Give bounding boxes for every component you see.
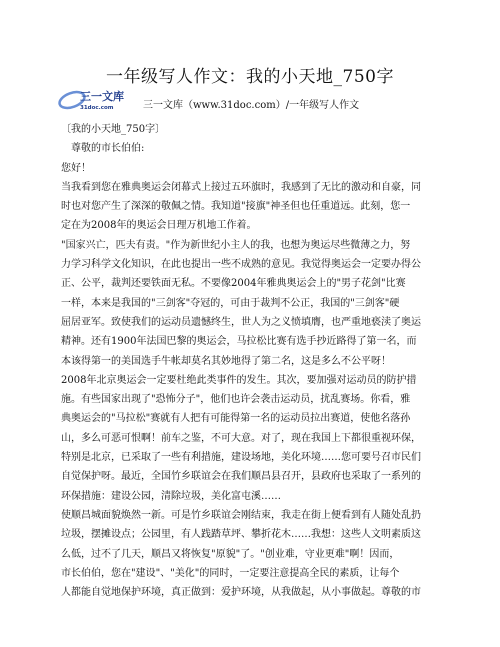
- text-line: 典奥运会的"马拉松"赛就有人把有可能得第一名的运动员拉出赛道，使他名落孙: [61, 413, 411, 425]
- text-line: 力学习科学文化知识，在此也提出一些不成熟的意见。我觉得奥运会一定要办得公: [61, 259, 421, 271]
- text-line: 垃圾，摆摊设点；公园里，有人践踏草坪、攀折花木……我想：这些人文明素质这: [61, 529, 421, 541]
- logo-brand-text: 三一文库: [80, 90, 124, 103]
- text-line: 市长伯伯，您在"建设"、"美化"的同时，一定要注意提高全民的素质，让每个: [61, 567, 400, 579]
- text-line: 您好！: [61, 162, 91, 174]
- text-line: 人都能自觉地保护环境，真正做到：爱护环境，从我做起，从小事做起。尊敬的市: [61, 587, 421, 599]
- text-line: 〔我的小天地_750字〕: [61, 124, 166, 135]
- text-line: "国家兴亡，匹夫有责。"作为新世纪小主人的我，也想为奥运尽些微薄之力，努: [61, 239, 411, 251]
- text-line: 施。有些国家出现了"恐怖分子"，他们也许会袭击运动员，扰乱赛场。你看，雅: [61, 394, 411, 406]
- text-line: 定在为2008年的奥运会日理万机地工作着。: [61, 220, 257, 232]
- text-line: 屈居亚军。致使我们的运动员遗憾终生，世人为之义愤填膺，也严重地亵渎了奥运: [61, 316, 421, 328]
- text-line: 特别是北京，已采取了一些有利措施，建设场地，美化环境……您可要号召市民们: [61, 452, 421, 464]
- text-line: 尊敬的市长伯伯:: [71, 143, 145, 155]
- document-title: 一年级写人作文：我的小天地_750字: [106, 67, 394, 87]
- text-line: 一样，本来是我国的"三剑客"夺冠的，可由于裁判不公正，我国的"三剑客"硬: [61, 297, 400, 309]
- text-line: 当我看到您在雅典奥运会闭幕式上接过五环旗时，我感到了无比的激动和自豪，同: [61, 181, 421, 193]
- source-header: 三一文库（www.31doc.com）/一年级写人作文: [143, 100, 360, 111]
- text-line: 本该得第一的美国选手牛帐却莫名其妙地得了第二名，这是多么不公平呀！: [61, 355, 391, 367]
- text-line: 么低，过不了几天，顺昌又将恢复"原貌"了。"创业难，守业更难"啊！因而，: [61, 548, 400, 560]
- site-logo[interactable]: [58, 87, 128, 113]
- text-line: 环保措施：建设公园，清除垃圾，美化富屯溪……: [61, 490, 281, 502]
- logo-sub-text: 31doc.com: [80, 105, 114, 111]
- logo-icon: [58, 87, 128, 113]
- text-line: 正、公平，裁判还要铁面无私。不要像2004年雅典奥运会上的"男子花剑"比赛: [61, 278, 406, 290]
- text-line: 2008年北京奥运会一定要杜绝此类事件的发生。其次，要加强对运动员的防护措: [61, 374, 417, 386]
- text-line: 山，多么可恶可恨啊！前车之鉴，不可大意。对了，现在我国上下都很重视环保，: [61, 432, 421, 444]
- text-line: 时也对您产生了深深的敬佩之情。我知道"接旗"神圣但也任重道远。此刻，您一: [61, 201, 411, 213]
- text-line: 自觉保护呀。最近，全国竹乡联谊会在我们顺昌县召开，县政府也采取了一系列的: [61, 471, 421, 483]
- text-line: 精神。还有1900年法国巴黎的奥运会，马拉松比赛有选手抄近路得了第一名，而: [61, 336, 417, 348]
- text-line: 使顺昌城面貌焕然一新。可是竹乡联谊会刚结束，我走在街上便看到有人随处乱扔: [61, 509, 421, 521]
- article-body: [61, 120, 441, 602]
